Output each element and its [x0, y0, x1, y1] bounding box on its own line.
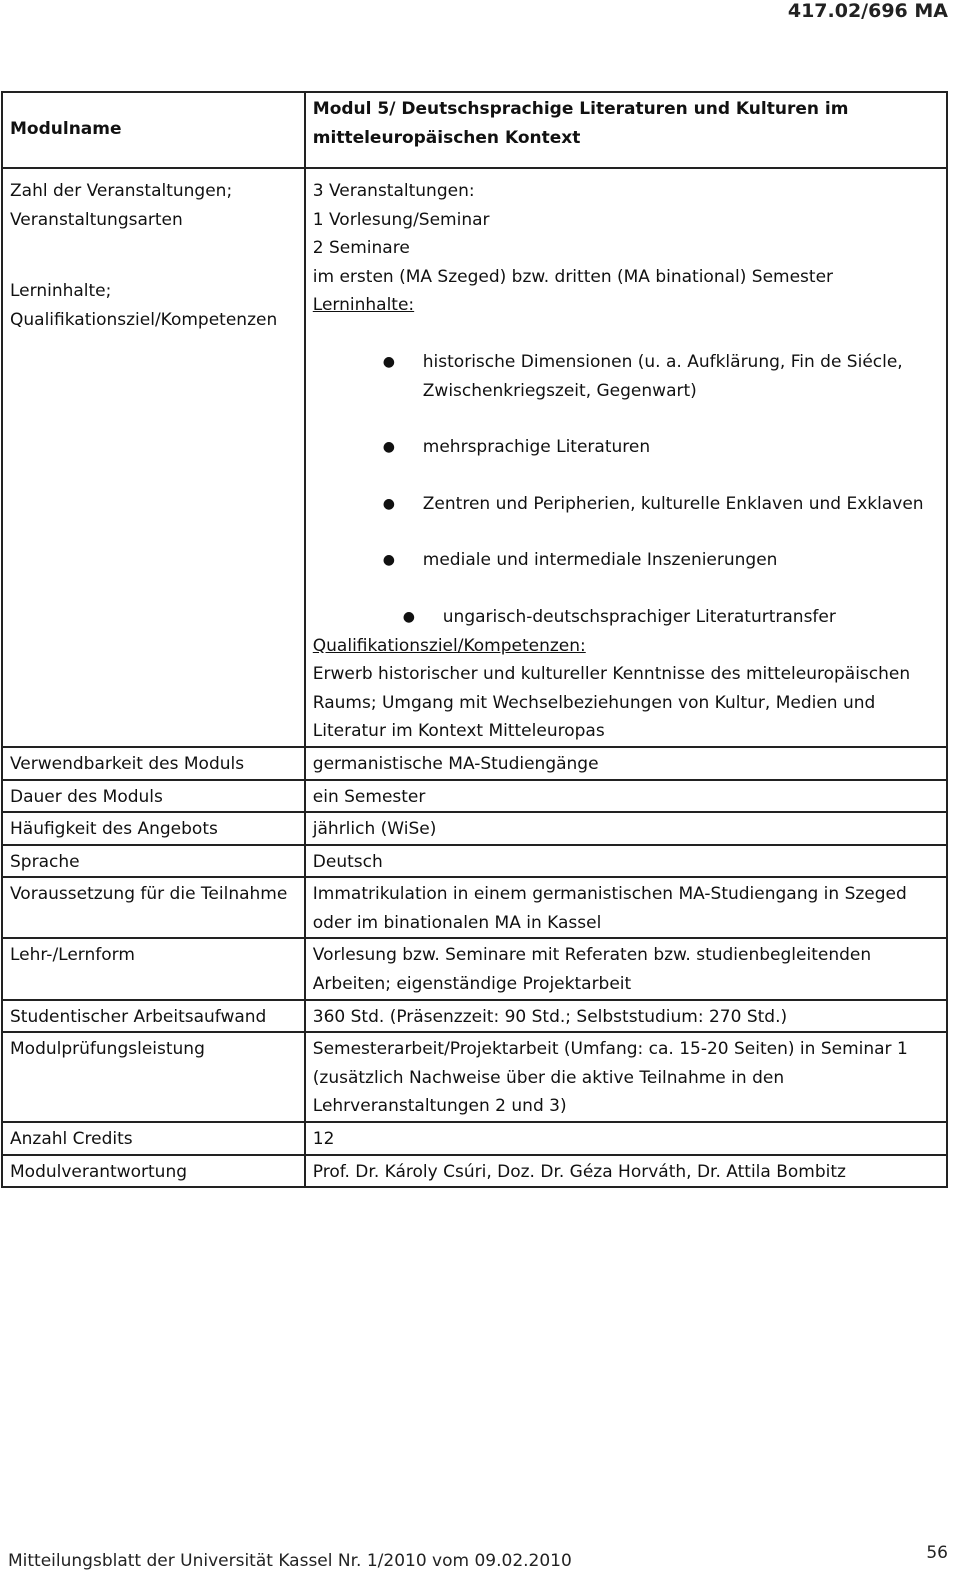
- content-label-line-1: Lerninhalte;: [10, 281, 112, 302]
- module-name-line-2: mitteleuropäischen Kontext: [312, 127, 581, 148]
- table-row: [2, 1122, 947, 1155]
- topic-text: Zentren und Peripherien, kulturelle Enklaven und Exklaven: [422, 493, 924, 514]
- events-label-cell: [2, 168, 305, 747]
- events-line-4: im ersten (MA Szeged) bzw. dritten (MA binational) Semester: [312, 266, 834, 287]
- bullet-icon: ●: [382, 439, 395, 456]
- row-value: ein Semester: [305, 780, 947, 813]
- bullet-icon: ●: [382, 353, 395, 370]
- row-value: Immatrikulation in einem germanistischen MA-Studiengang in Szeged oder im binationalen MA in Kassel: [305, 877, 947, 938]
- row-value: 12: [305, 1122, 947, 1155]
- list-item: [313, 348, 939, 405]
- list-item: [313, 546, 939, 575]
- row-label: Verwendbarkeit des Moduls: [2, 747, 305, 780]
- table-row: [2, 780, 947, 813]
- content-heading: Lerninhalte:: [312, 295, 415, 316]
- table-row: [2, 747, 947, 780]
- topic-list: [313, 348, 939, 632]
- row-label: Anzahl Credits: [2, 1122, 305, 1155]
- row-label: Voraussetzung für die Teilnahme: [2, 877, 305, 938]
- row-value: germanistische MA-Studiengänge: [305, 747, 947, 780]
- module-table: [1, 91, 948, 1188]
- row-label: Lehr-/Lernform: [2, 938, 305, 999]
- table-row: [2, 877, 947, 938]
- row-label: Sprache: [2, 845, 305, 878]
- table-row: [2, 1032, 947, 1122]
- events-label-line-2: Veranstaltungsarten: [10, 209, 183, 230]
- qualification-text: Erwerb historischer und kultureller Kenntnisse des mitteleuropäischen Raums; Umgang mit Wechselbeziehungen von Kultur, Medien und Literatur im Kontext Mitteleuropas: [312, 664, 911, 742]
- row-value: Vorlesung bzw. Seminare mit Referaten bzw. studienbegleitenden Arbeiten; eigenständige Projektarbeit: [305, 938, 947, 999]
- events-line-1: 3 Veranstaltungen:: [312, 181, 475, 201]
- topic-text: mediale und intermediale Inszenierungen: [422, 550, 778, 571]
- footer-publication: Mitteilungsblatt der Universität Kassel Nr. 1/2010 vom 09.02.2010: [8, 1551, 572, 1571]
- events-line-3: 2 Seminare: [312, 238, 410, 259]
- row-value: jährlich (WiSe): [305, 812, 947, 845]
- list-item: [313, 433, 939, 462]
- events-value-cell: [305, 168, 947, 747]
- list-item: [313, 490, 939, 519]
- table-row: [2, 845, 947, 878]
- events-row: [2, 168, 947, 747]
- topic-text: ungarisch-deutschsprachiger Literaturtransfer: [442, 606, 836, 627]
- row-value: Semesterarbeit/Projektarbeit (Umfang: ca. 15-20 Seiten) in Seminar 1 (zusätzlich Nachweise über die aktive Teilnahme in den Lehrveranstaltungen 2 und 3): [305, 1032, 947, 1122]
- row-value: Prof. Dr. Károly Csúri, Doz. Dr. Géza Horváth, Dr. Attila Bombitz: [305, 1155, 947, 1188]
- bullet-icon: ●: [382, 495, 395, 512]
- events-line-2: 1 Vorlesung/Seminar: [312, 209, 490, 230]
- table-row: [2, 812, 947, 845]
- table-row: [2, 938, 947, 999]
- row-value: Deutsch: [305, 845, 947, 878]
- content-label-line-2: Qualifikationsziel/Kompetenzen: [10, 309, 278, 330]
- row-label: Dauer des Moduls: [2, 780, 305, 813]
- module-name-line-1: Modul 5/ Deutschsprachige Literaturen und Kulturen im: [312, 99, 849, 119]
- row-value: 360 Std. (Präsenzzeit: 90 Std.; Selbststudium: 270 Std.): [305, 1000, 947, 1033]
- list-item: [313, 603, 939, 632]
- row-label: Häufigkeit des Angebots: [2, 812, 305, 845]
- table-row: [2, 1000, 947, 1033]
- row-label: Modulprüfungsleistung: [2, 1032, 305, 1122]
- bullet-icon: ●: [402, 608, 415, 625]
- module-name-value-cell: [305, 92, 947, 168]
- module-name-label-cell: [2, 92, 305, 168]
- module-name-label: Modulname: [10, 119, 122, 139]
- row-label: Modulverantwortung: [2, 1155, 305, 1188]
- topic-text: historische Dimensionen (u. a. Aufklärung, Fin de Siécle, Zwischenkriegszeit, Gegenwart): [422, 351, 903, 401]
- table-row: [2, 1155, 947, 1188]
- page-number: 56: [926, 1543, 948, 1563]
- topic-text: mehrsprachige Literaturen: [422, 437, 651, 458]
- module-name-row: [2, 92, 947, 168]
- qualification-heading: Qualifikationsziel/Kompetenzen:: [312, 635, 586, 656]
- document-reference: 417.02/696 MA: [787, 0, 948, 22]
- row-label: Studentischer Arbeitsaufwand: [2, 1000, 305, 1033]
- events-label-line-1: Zahl der Veranstaltungen;: [10, 181, 233, 201]
- bullet-icon: ●: [382, 552, 395, 569]
